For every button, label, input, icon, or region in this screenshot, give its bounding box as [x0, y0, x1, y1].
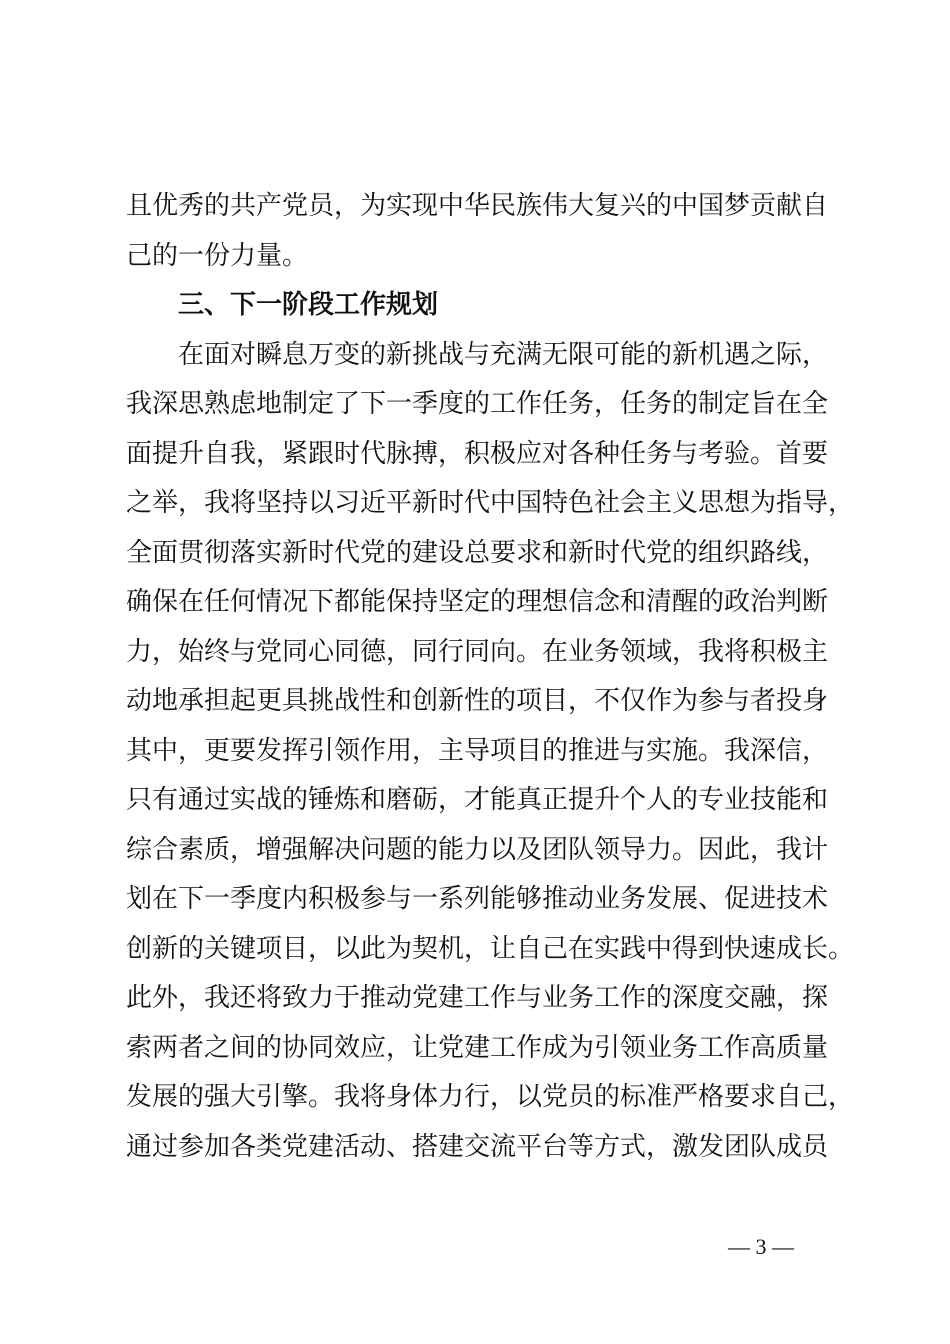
text-line: 划在下一季度内积极参与一系列能够推动业务发展、促进技术: [126, 884, 829, 914]
text-line: 力，始终与党同心同德，同行同向。在业务领域，我将积极主: [126, 636, 829, 667]
text-line: 创新的关键项目，以此为契机，让自己在实践中得到快速成长。: [126, 933, 855, 964]
text-line: 在面对瞬息万变的新挑战与充满无限可能的新机遇之际，: [178, 339, 829, 370]
text-line: 动地承担起更具挑战性和创新性的项目，不仅作为参与者投身: [126, 686, 829, 716]
text-line: 只有通过实战的锤炼和磨砺，才能真正提升个人的专业技能和: [126, 785, 829, 815]
text-line: 之举，我将坚持以习近平新时代中国特色社会主义思想为指导，: [126, 488, 855, 518]
text-line: 全面贯彻落实新时代党的建设总要求和新时代党的组织路线，: [126, 537, 829, 568]
text-line: 且优秀的共产党员，为实现中华民族伟大复兴的中国梦贡献自: [126, 191, 829, 221]
text-line: 确保在任何情况下都能保持坚定的理想信念和清醒的政治判断: [126, 587, 829, 617]
text-line: 面提升自我，紧跟时代脉搏，积极应对各种任务与考验。首要: [126, 438, 829, 469]
document-body: [126, 182, 856, 1172]
page-number: — 3 —: [728, 1234, 794, 1259]
text-line: 索两者之间的协同效应，让党建工作成为引领业务工作高质量: [126, 1032, 829, 1063]
text-line: 此外，我还将致力于推动党建工作与业务工作的深度交融，探: [126, 983, 829, 1013]
text-line: 己的一份力量。: [126, 240, 309, 271]
text-line: 我深思熟虑地制定了下一季度的工作任务，任务的制定旨在全: [126, 389, 829, 419]
text-line: 发展的强大引擎。我将身体力行，以党员的标准严格要求自己，: [126, 1082, 855, 1112]
text-line: 通过参加各类党建活动、搭建交流平台等方式，激发团队成员: [126, 1131, 829, 1162]
text-line: 综合素质，增强解决问题的能力以及团队领导力。因此，我计: [126, 834, 829, 865]
section-heading: 三、下一阶段工作规划: [178, 290, 439, 320]
text-line: 其中，更要发挥引领作用，主导项目的推进与实施。我深信，: [126, 735, 829, 766]
